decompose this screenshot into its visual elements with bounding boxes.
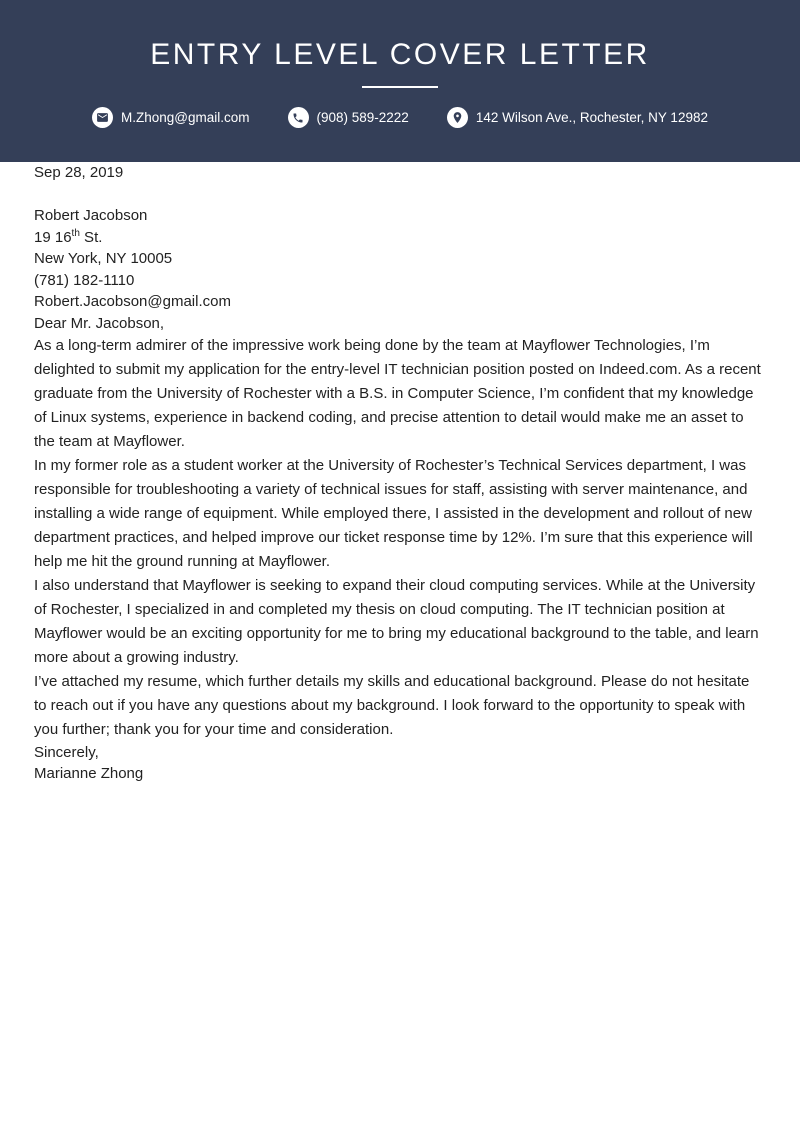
recipient-street-ordinal: th: [71, 227, 80, 239]
signature-name: Marianne Zhong: [34, 764, 144, 782]
letter-date: Sep 28, 2019: [34, 164, 124, 181]
paragraph-3: I also understand that Mayflower is seeking to expand their cloud computing services. While at the University of Rochester, I specialized in and completed my thesis on cloud computing. The IT technician position at Mayflower would be an exciting opportunity for me to bring my educational background to the table, and learn more about a growing industry.: [34, 576, 759, 666]
recipient-city: New York, NY 10005: [34, 250, 173, 267]
salutation: Dear Mr. Jacobson,: [34, 314, 165, 332]
recipient-phone: (781) 182-1110: [34, 271, 135, 289]
recipient-street-suffix: St.: [79, 228, 103, 246]
contact-phone-text: (908) 589-2222: [316, 110, 409, 125]
page-title: ENTRY LEVEL COVER LETTER: [150, 38, 650, 71]
phone-icon: [288, 107, 309, 128]
contact-row: [0, 107, 800, 128]
paragraph-4: I’ve attached my resume, which further details my skills and educational background. Please do not hesitate to reach out if you have any questions about my background. I look forward to the opportunity to speak with you further; thank you for your time and consideration.: [34, 672, 750, 738]
paragraph-1: As a long-term admirer of the impressive work being done by the team at Mayflower Technologies, I’m delighted to submit my application for the entry-level IT technician position posted on Indeed.com. As a recent graduate from the University of Rochester with a B.S. in Computer Science, I’m confident that my knowledge of Linux systems, experience in backend coding, and precise attention to detail would make me an asset to the team at Mayflower.: [34, 336, 761, 450]
contact-address: [447, 107, 708, 128]
closing: Sincerely,: [34, 743, 99, 761]
recipient-block: [34, 205, 766, 313]
location-pin-icon: [447, 107, 468, 128]
recipient-email: Robert.Jacobson@gmail.com: [34, 293, 231, 310]
contact-phone: [288, 107, 409, 128]
letter-body: [0, 162, 800, 784]
contact-address-text: 142 Wilson Ave., Rochester, NY 12982: [475, 110, 708, 125]
recipient-street: [34, 227, 766, 249]
contact-email-text: M.Zhong@gmail.com: [121, 110, 250, 125]
letter-header: [0, 0, 800, 162]
recipient-street-number: 19 16: [34, 228, 72, 246]
paragraph-2: In my former role as a student worker at the University of Rochester’s Technical Services department, I was responsible for troubleshooting a variety of technical issues for staff, assisting with server maintenance, and installing a wide range of equipment. While employed there, I assisted in the development and rollout of new department practices, and helped improve our ticket response time by 12%. I’m sure that this experience will help me hit the ground running at Mayflower.: [34, 456, 753, 570]
title-underline: [362, 86, 438, 88]
contact-email: [92, 107, 250, 128]
recipient-name: Robert Jacobson: [34, 207, 148, 224]
envelope-icon: [92, 107, 113, 128]
